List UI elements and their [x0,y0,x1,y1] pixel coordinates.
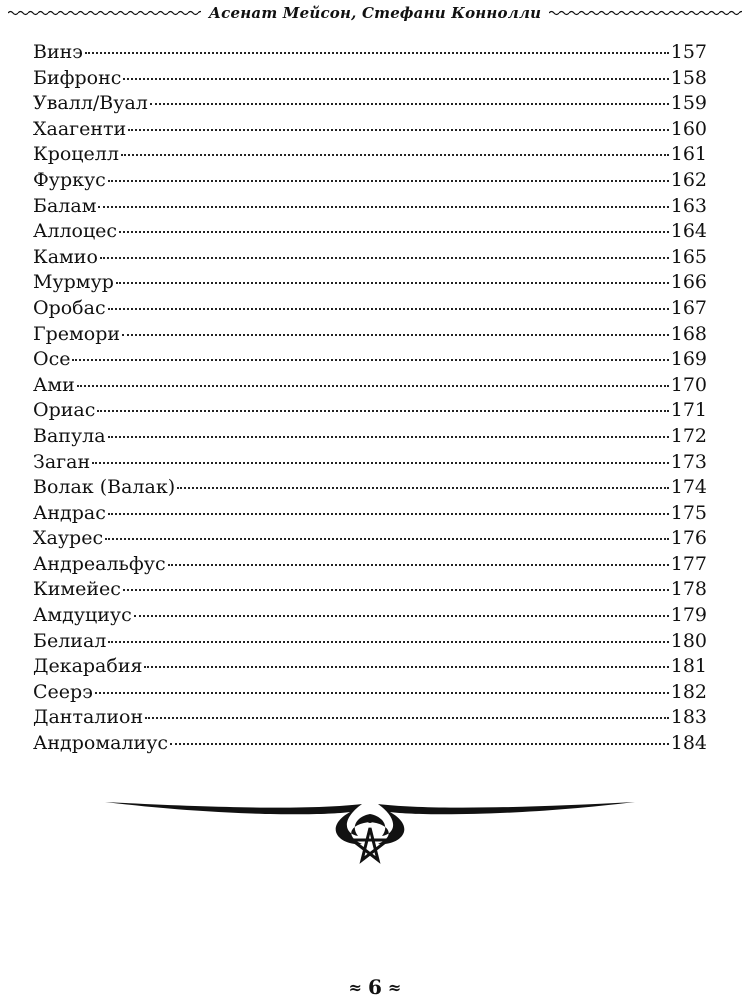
toc-entry [33,705,707,731]
toc-dot-leader [108,180,669,182]
toc-entry-page: 173 [670,450,707,473]
toc-entry [33,245,707,271]
toc-entry [33,629,707,655]
toc-entry-page: 166 [670,271,707,294]
toc-dot-leader [119,231,669,233]
footer-decor-left: ≈ [348,977,363,997]
toc-dot-leader [108,513,669,515]
toc-entry [33,577,707,603]
toc-entry-page: 164 [670,220,707,243]
toc-entry-page: 181 [670,655,707,678]
header-wave-rule-left [8,10,201,16]
toc-entry-title: Андрас [33,501,106,524]
toc-entry-title: Мурмур [33,271,114,294]
toc-entry-title: Ами [33,373,75,396]
toc-entry-page: 161 [670,143,707,166]
toc-dot-leader [97,410,668,412]
toc-dot-leader [72,359,668,361]
toc-entry-title: Кроцелл [33,143,119,166]
toc-dot-leader [177,487,669,489]
toc-entry [33,347,707,373]
toc-entry-page: 175 [670,501,707,524]
toc-dot-leader [123,78,668,80]
toc-entry-title: Андреальфус [33,552,166,575]
toc-entry-title: Бифронс [33,66,122,89]
toc-entry [33,450,707,476]
toc-entry [33,552,707,578]
toc-dot-leader [145,717,669,719]
toc-entry-page: 184 [670,732,707,755]
toc-dot-leader [95,692,669,694]
table-of-contents [33,40,707,757]
toc-dot-leader [150,103,669,105]
pentagram-swash-ornament-icon [100,790,640,870]
toc-dot-leader [121,154,669,156]
toc-dot-leader [100,257,669,259]
toc-entry-page: 157 [670,41,707,63]
toc-entry-title: Хаагенти [33,117,127,140]
toc-dot-leader [134,615,669,617]
toc-entry-title: Амдуциус [33,604,132,627]
toc-entry-title: Данталион [33,706,144,729]
toc-entry-page: 179 [670,604,707,627]
toc-entry [33,398,707,424]
toc-entry-title: Декарабия [33,655,143,678]
toc-entry [33,373,707,399]
toc-entry-title: Фуркус [33,168,106,191]
toc-dot-leader [168,564,669,566]
toc-dot-leader [77,385,669,387]
toc-entry [33,424,707,450]
toc-dot-leader [108,641,668,643]
toc-entry-title: Винэ [33,41,83,63]
toc-entry [33,501,707,527]
toc-dot-leader [108,308,669,310]
toc-entry [33,219,707,245]
toc-entry-title: Аллоцес [33,220,118,243]
toc-entry [33,142,707,168]
toc-entry [33,91,707,117]
toc-entry-title: Заган [33,450,91,473]
toc-entry-title: Оробас [33,296,106,319]
toc-entry-page: 162 [670,168,707,191]
toc-entry [33,66,707,92]
toc-entry [33,40,707,66]
toc-dot-leader [92,462,669,464]
toc-entry-title: Белиал [33,629,107,652]
toc-entry-title: Балам [33,194,97,217]
toc-entry-page: 168 [670,322,707,345]
toc-entry-title: Хаурес [33,527,104,550]
toc-entry-title: Ориас [33,399,96,422]
toc-entry-page: 180 [670,629,707,652]
toc-entry-page: 160 [670,117,707,140]
toc-entry [33,603,707,629]
header-wave-rule-right [549,10,742,16]
toc-dot-leader [98,206,668,208]
header-title: Асенат Мейсон, Стефани Коннолли [208,4,542,22]
toc-dot-leader [144,666,668,668]
toc-entry-page: 163 [670,194,707,217]
toc-entry [33,322,707,348]
toc-dot-leader [123,589,669,591]
toc-entry [33,194,707,220]
toc-entry [33,117,707,143]
toc-entry-page: 158 [670,66,707,89]
toc-entry [33,296,707,322]
toc-entry-page: 165 [670,245,707,268]
toc-entry [33,526,707,552]
toc-entry [33,270,707,296]
toc-entry-page: 169 [670,348,707,371]
toc-entry-title: Андромалиус [33,732,169,755]
running-header [0,0,750,26]
toc-entry-title: Гремори [33,322,121,345]
toc-entry [33,654,707,680]
toc-entry-page: 170 [670,373,707,396]
toc-entry-page: 183 [670,706,707,729]
toc-entry-title: Увалл/Вуал [33,92,148,115]
toc-entry-title: Волак (Валак) [33,476,176,499]
toc-entry-page: 174 [670,476,707,499]
toc-entry-page: 178 [670,578,707,601]
page-footer [0,975,750,999]
toc-entry-page: 172 [670,424,707,447]
toc-entry-page: 159 [670,92,707,115]
toc-entry-title: Кимейес [33,578,121,601]
toc-dot-leader [116,282,669,284]
toc-entry-page: 167 [670,296,707,319]
toc-entry [33,475,707,501]
toc-entry-page: 171 [670,399,707,422]
footer-decor-right: ≈ [387,977,402,997]
toc-entry-title: Осе [33,348,71,371]
page-number: 6 [368,975,382,999]
toc-entry-title: Вапула [33,424,106,447]
toc-dot-leader [128,129,669,131]
toc-entry [33,168,707,194]
toc-dot-leader [108,436,669,438]
toc-dot-leader [122,334,669,336]
toc-dot-leader [85,52,669,54]
toc-entry-page: 177 [670,552,707,575]
toc-entry-page: 182 [670,680,707,703]
toc-entry-title: Сеерэ [33,680,93,703]
toc-entry [33,680,707,706]
toc-entry-page: 176 [670,527,707,550]
toc-dot-leader [170,743,669,745]
toc-dot-leader [105,538,669,540]
toc-entry-title: Камио [33,245,98,268]
toc-entry [33,731,707,757]
